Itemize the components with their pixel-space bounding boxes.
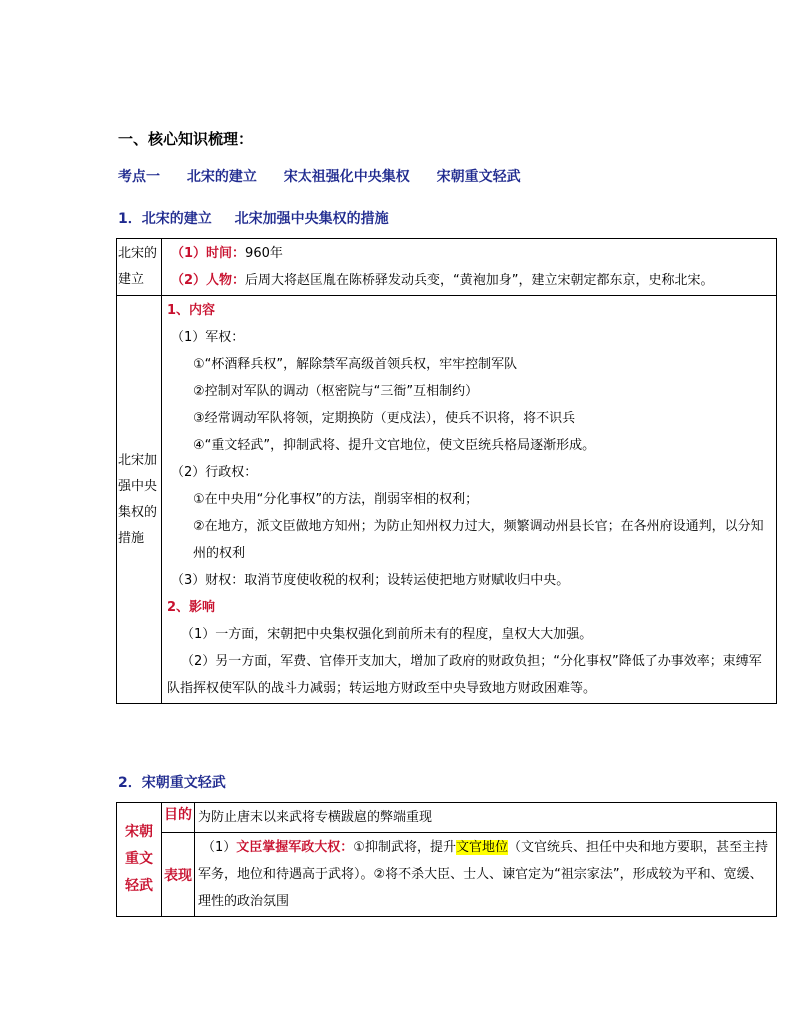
time-value: 960年 (245, 246, 283, 261)
manifest-highlight: 文官地位 (455, 840, 508, 855)
subsection-1-title (118, 208, 407, 228)
finance-line: （3）财权：取消节度使收税的权利；设转运使把地方财赋收归中央。 (171, 573, 570, 588)
table-northern-song (116, 238, 777, 704)
admin-heading: （2）行政权： (171, 465, 258, 480)
manifest-red-heading: 文臣掌握军政大权： (236, 840, 354, 855)
influence-heading: 2、影响 (167, 600, 216, 615)
subsection-2-title: 2．宋朝重文轻武 (118, 775, 226, 791)
content-heading: 1、内容 (167, 303, 216, 318)
row-label-measures: 北宋加强中央集权的措施 (117, 296, 162, 704)
influence-item-1: （1）一方面，宋朝把中央集权强化到前所未有的程度，皇权大大加强。 (181, 627, 593, 642)
people-text: 后周大将赵匡胤在陈桥驿发动兵变，“黄袍加身”，建立宋朝定都东京，史称北宋。 (245, 273, 714, 288)
subsection-1-part-2: 北宋加强中央集权的措施 (234, 211, 389, 227)
time-label: （1）时间： (171, 246, 246, 261)
military-item-2: ②控制对军队的调动（枢密院与“三衙”互相制约） (193, 384, 479, 399)
table-row (117, 239, 777, 296)
admin-item-1: ①在中央用“分化事权”的方法，削弱宰相的权利； (193, 492, 479, 507)
row-label-wen-over-wu: 宋朝重文轻武 (117, 803, 162, 917)
exam-point-line (118, 166, 543, 186)
manifest-text-2: （文官统兵、担任中央和地方要职，甚至主持军务，地位和待遇高于武将）。②将不杀大臣、士人、谏官定为“祖宗家法”，形成较为平和、宽缓、理性的政治氛围 (198, 840, 768, 909)
table-row (117, 296, 777, 704)
table-row (117, 833, 777, 917)
subsection-1-part-1: 1．北宋的建立 (118, 211, 212, 227)
military-heading: （1）军权： (171, 330, 245, 345)
manifest-label: 表现 (162, 833, 195, 917)
founding-content (162, 239, 777, 296)
people-line (167, 267, 771, 294)
exam-point-topic-1: 北宋的建立 (186, 169, 257, 185)
time-line (167, 240, 771, 267)
section-heading: 一、核心知识梳理： (118, 130, 254, 148)
military-item-3: ③经常调动军队将领，定期换防（更戍法），使兵不识将，将不识兵 (193, 411, 576, 426)
admin-item-2: ②在地方，派文臣做地方知州；为防止知州权力过大，频繁调动州县长官；在各州府设通判，以分知州的权利 (193, 519, 764, 561)
military-item-4: ④“重文轻武”，抑制武将、提升文官地位，使文臣统兵格局逐渐形成。 (193, 438, 596, 453)
measures-content (162, 296, 777, 704)
exam-point-topic-3: 宋朝重文轻武 (436, 169, 521, 185)
table-wen-over-wu (116, 802, 777, 917)
people-label: （2）人物： (171, 273, 246, 288)
purpose-label: 目的 (162, 803, 195, 833)
purpose-text: 为防止唐末以来武将专横跋扈的弊端重现 (195, 803, 777, 833)
military-item-1: ①“杯酒释兵权”，解除禁军高级首领兵权，牢牢控制军队 (193, 357, 518, 372)
exam-point-topic-2: 宋太祖强化中央集权 (283, 169, 410, 185)
exam-point-label: 考点一 (118, 169, 160, 185)
manifest-text-1: ①抑制武将，提升 (353, 840, 456, 855)
influence-item-2: （2）另一方面，军费、官俸开支加大，增加了政府的财政负担；“分化事权”降低了办事效率；束缚军队指挥权使军队的战斗力减弱；转运地方财政至中央导致地方财政困难等。 (167, 654, 762, 696)
row-label-founding: 北宋的建立 (117, 239, 162, 296)
manifest-prefix: （1） (202, 840, 237, 855)
manifest-content (195, 833, 777, 917)
table-row (117, 803, 777, 833)
